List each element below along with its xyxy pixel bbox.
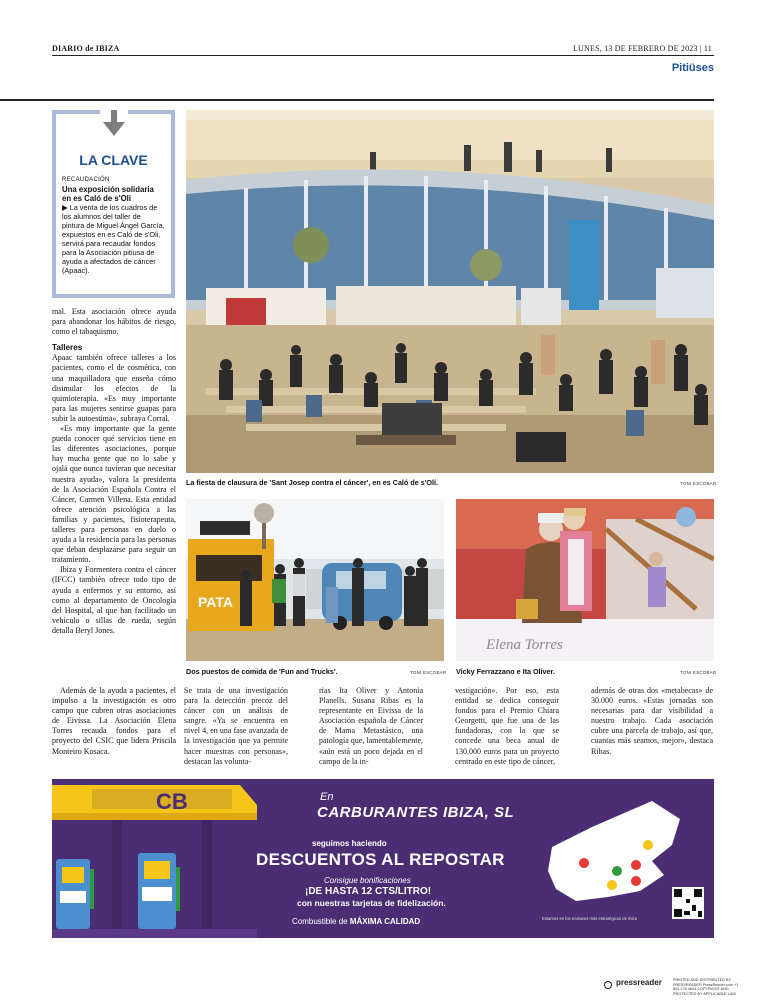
volunteers-credit: TONI ESCOBAR xyxy=(680,670,717,675)
ad-brand-name: CARBURANTES IBIZA, SL xyxy=(317,804,515,821)
ad-small-print: Estamos en los enclaves más estratégicos de Ibiza xyxy=(542,916,637,921)
article-paragraph: «Es muy importante que la gente pueda conocer qué servicios tiene en las diferentes asociaciones, porque hay mucha gente que no lo sabe y ojalá que nunca tuvieran que necesitar nuestra ayuda», valora la presidenta de la Asociación Española Contra el Cáncer, Carmen Villena. Esta entidad ofrece atención psicológica a las familias y pacientes, fisioterapeuta, talleres para personas en duelo o ayuda a la residencia para las personas que deban desplazarse para seguir un tratamiento. xyxy=(52,424,176,565)
header-rule xyxy=(52,55,714,56)
article-column-2: Se trata de una investigación para la detección precoz del cáncer con un análisis de sangre. «Ya se encuentra en nivel 4, en una fase avanzada de la investigación que ya permite hacer muestras con personas», destacan las volunta- xyxy=(184,686,288,766)
carburantes-ad[interactable] xyxy=(52,779,714,938)
arrow-down-icon xyxy=(100,106,128,140)
article-column-1-bottom xyxy=(52,686,176,757)
food-trucks-caption: Dos puestos de comida de 'Fun and Trucks'. xyxy=(186,667,338,676)
volunteers-photo xyxy=(456,499,714,661)
ad-quality: MÁXIMA CALIDAD xyxy=(349,917,421,926)
clave-text: ▶ La venta de los cuadros de los alumnos del taller de pintura de Miguel Ángel García, expuestos en es Caló de s'Oli, servirá para recaudar fondos para la Asociación pitiusa de ayuda a afectados de cáncer (Apaac). xyxy=(62,203,165,275)
clave-body xyxy=(62,176,165,275)
svg-text:CB: CB xyxy=(156,789,188,814)
ad-discount: ¡DE HASTA 12 CTS/LITRO! xyxy=(305,886,432,897)
main-photo-credit: TONI ESCOBAR xyxy=(680,481,717,486)
article-column-1 xyxy=(52,307,176,636)
main-photo-caption: La fiesta de clausura de 'Sant Josep contra el cáncer', en es Caló de s'Olí. xyxy=(186,478,438,487)
article-paragraph: Apaac también ofrece talleres a los pacientes, como el de cosmética, con una maquilladora que enseña cómo disimular los efectos de la quimioterapia. «Es muy importante para las mujeres sentirse guapas para subir la autoestima», subraya Corral. xyxy=(52,353,176,423)
ad-fuel-label: Combustible de xyxy=(292,917,348,926)
ad-en: En xyxy=(320,791,334,803)
food-trucks-photo xyxy=(186,499,444,661)
ad-fuel-line xyxy=(292,917,420,926)
clave-headline: Una exposición solidaria en es Caló de s'Oli xyxy=(62,185,154,203)
article-column-4: vestigación». Por eso, esta entidad se dedica conseguir fondos para el Premio Chiara Georgetti, que fue una de las fundadoras, con la que se concede una beca anual de 130.000 euros para un proyecto centrado en este tipo de cáncer, xyxy=(455,686,559,766)
ad-headline: DESCUENTOS AL REPOSTAR xyxy=(256,850,505,869)
ad-consigue: Consigue bonificaciones xyxy=(324,876,411,885)
clave-kicker: RECAUDACIÓN xyxy=(62,177,110,183)
newspaper-name: DIARIO de IBIZA xyxy=(52,44,120,53)
main-photo xyxy=(186,110,714,473)
tablecloth-text: Elena Torres xyxy=(486,637,563,653)
top-rule xyxy=(0,99,714,101)
article-lead: mal. Esta asociación ofrece ayuda para abandonar los hábitos de riesgo, como el tabaquismo. xyxy=(52,307,176,337)
pressreader-logo-icon xyxy=(604,981,612,989)
ad-cards: con nuestras tarjetas de fidelización. xyxy=(297,898,446,908)
page-date: LUNES, 13 DE FEBRERO DE 2023 | 11 xyxy=(572,44,712,53)
article-paragraph: Además de la ayuda a pacientes, el impulso a la investigación es otro campo que cubren otras asociaciones de Eivissa. La Asociación Elena Torres recauda fondos para el proyecto del CSIC que lidera Priscila Monteiro Kosaca. xyxy=(52,686,176,756)
food-trucks-credit: TONI ESCOBAR xyxy=(410,670,447,675)
section-label: Pitiüses xyxy=(671,62,714,74)
article-paragraph: Ibiza y Formentera contra el cáncer (IFCC) también ofrece todo tipo de ayuda a enfermos y su entorno, así como al departamento de Oncología del Hospital, al que han facilitado un vehículo o sillas de rueda, según detalla Beryl Jones. xyxy=(52,565,176,635)
subhead-talleres: Talleres xyxy=(52,343,83,353)
la-clave-box xyxy=(52,110,175,298)
article-column-3: rias Ita Oliver y Antonia Planells. Susana Ribas es la representante en Eivissa de la Asociación española de Cáncer de Mama Metastásico, una patología que, lamentablemente, «aún está un poco dejada en el campo de la in- xyxy=(319,686,423,766)
pressreader-brand[interactable]: pressreader xyxy=(616,978,662,987)
truck-sign: PATA xyxy=(198,594,233,610)
ad-seguimos: seguimos haciendo xyxy=(312,839,387,848)
clave-title: LA CLAVE xyxy=(79,152,148,168)
volunteers-caption: Vicky Ferrazzano e Ita Oliver. xyxy=(456,667,555,676)
pressreader-notice: PRINTED AND DISTRIBUTED BY PRESSREADER PressReader.com +1 604 278 4604 COPYRIGHT AND PROTECTED BY APPLICABLE LAW xyxy=(673,978,739,996)
article-column-5: además de otras dos «metabecas» de 30.000 euros. «Estas jornadas son necesarias para dar visibilidad a nuestro trabajo. Cada asociación cubre una parcela de trabajo, así que, cuantas más seamos, mejor», destaca Ribas. xyxy=(591,686,713,756)
